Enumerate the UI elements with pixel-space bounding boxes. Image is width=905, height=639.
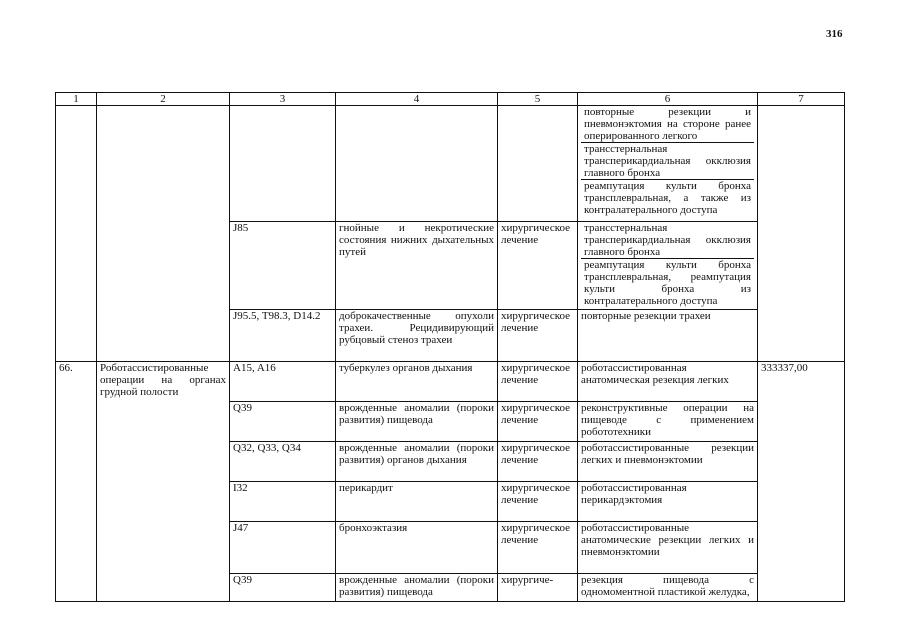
cell-disease: доброкачественные опухоли трахеи. Рецидивирующий рубцовый стеноз трахеи [336, 310, 498, 362]
cell-code: Q32, Q33, Q34 [230, 442, 336, 482]
cell-disease: врожденные аномалии (пороки развития) пищевода [336, 402, 498, 442]
table-row [56, 362, 845, 402]
cell-code: A15, A16 [230, 362, 336, 402]
cell-disease: туберкулез органов дыхания [336, 362, 498, 402]
cell-code: J85 [230, 222, 336, 310]
method-item: повторные резекции и пневмонэктомия на стороне ранее оперированного легкого [584, 106, 751, 142]
column-header-3: 3 [230, 93, 336, 106]
cell-methods [578, 106, 758, 222]
cell-treatment: хирургическое лечение [498, 402, 578, 442]
cell-methods [578, 222, 758, 310]
cell-method: роботассистированная анатомическая резекция легких [578, 362, 758, 402]
cell-code: Q39 [230, 402, 336, 442]
column-header-5: 5 [498, 93, 578, 106]
table-row [56, 106, 845, 222]
cell-method: повторные резекции трахеи [578, 310, 758, 362]
cell-method: роботассистированная перикардэктомия [578, 482, 758, 522]
cell-cost [758, 106, 845, 362]
page-number: 316 [826, 28, 843, 40]
cell-group-name: Роботассистированные операции на органах грудной полости [97, 362, 230, 602]
cell-method: роботассистированные резекции легких и пневмонэктомии [578, 442, 758, 482]
cell-treatment: хирургическое лечение [498, 222, 578, 310]
procedures-table [55, 92, 845, 602]
cell-method: роботассистированные анатомические резекции легких и пневмонэктомии [578, 522, 758, 574]
cell-disease: бронхоэктазия [336, 522, 498, 574]
cell-code: J47 [230, 522, 336, 574]
method-item: трансстернальная трансперикардиальная окклюзия главного бронха [584, 222, 751, 258]
cell-code: J95.5, T98.3, D14.2 [230, 310, 336, 362]
column-header-6: 6 [578, 93, 758, 106]
column-header-1: 1 [56, 93, 97, 106]
column-header-2: 2 [97, 93, 230, 106]
cell-treatment: хирургическое лечение [498, 442, 578, 482]
cell-code [230, 106, 336, 222]
cell-disease: перикардит [336, 482, 498, 522]
cell-group-name [97, 106, 230, 362]
cell-disease [336, 106, 498, 222]
cell-method: резекция пищевода с одномоментной пластикой желудка, [578, 574, 758, 602]
cell-number [56, 106, 97, 362]
cell-treatment: хирургическое лечение [498, 362, 578, 402]
method-item: трансстернальная трансперикардиальная окклюзия главного бронха [581, 142, 754, 179]
cell-disease: врожденные аномалии (пороки развития) органов дыхания [336, 442, 498, 482]
cell-treatment: хирургическое лечение [498, 482, 578, 522]
cell-disease: гнойные и некротические состояния нижних дыхательных путей [336, 222, 498, 310]
cell-code: Q39 [230, 574, 336, 602]
header-row [56, 93, 845, 106]
cell-code: I32 [230, 482, 336, 522]
cell-treatment: хирургиче- [498, 574, 578, 602]
method-item: реампутация культи бронха трансплевральная, реампутация культи бронха из контралатерального доступа [581, 258, 754, 307]
cell-number: 66. [56, 362, 97, 602]
cell-treatment: хирургическое лечение [498, 310, 578, 362]
cell-treatment: хирургическое лечение [498, 522, 578, 574]
method-item: реампутация культи бронха трансплевральная, а также из контралатерального доступа [581, 179, 754, 216]
column-header-7: 7 [758, 93, 845, 106]
cell-disease: врожденные аномалии (пороки развития) пищевода [336, 574, 498, 602]
column-header-4: 4 [336, 93, 498, 106]
cell-treatment [498, 106, 578, 222]
cell-method: реконструктивные операции на пищеводе с применением робототехники [578, 402, 758, 442]
cell-cost: 333337,00 [758, 362, 845, 602]
